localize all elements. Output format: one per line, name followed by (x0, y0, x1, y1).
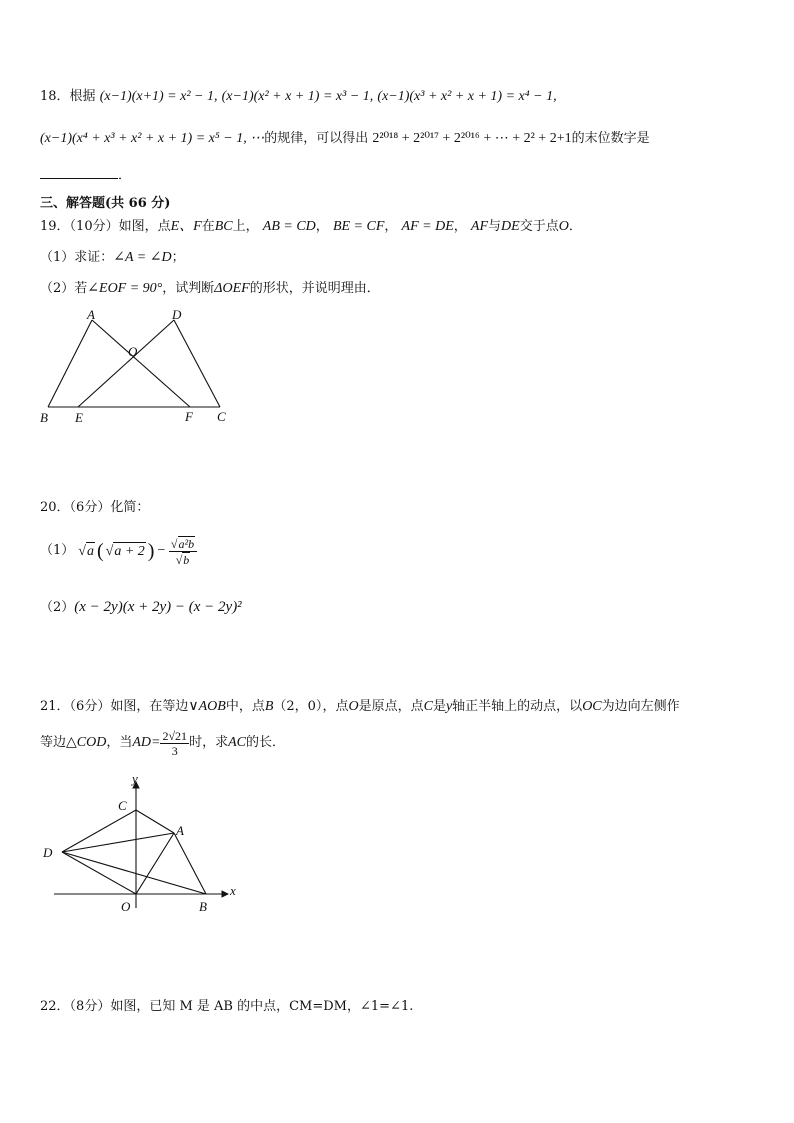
q21-tri2: △COD (66, 735, 107, 750)
q19-cond1: AB = CD (262, 219, 316, 234)
q21-tri1: ∨AOB (188, 699, 226, 714)
q18-eq4: (x−1)(x⁴ + x³ + x² + x + 1) = x⁵ − 1, ⋯ (40, 131, 265, 146)
q19-o: O (558, 219, 569, 234)
q21-fraction (160, 729, 189, 758)
q21-t11: 的长． (245, 735, 285, 750)
q19-sub1-math: ∠A = ∠D (113, 250, 172, 265)
q21-seg-ab (174, 833, 206, 894)
q19-sub2-mid: ，试判断 (162, 281, 215, 296)
q19-de: DE (501, 219, 520, 234)
q19-text-c: 上， (232, 219, 259, 234)
q19-sub2-triangle: ΔOEF (214, 281, 250, 296)
q19-seg-ab (48, 320, 92, 407)
q21-oc: OC (582, 699, 602, 714)
q21-t2: 中，点 (225, 699, 265, 714)
q21-number: 21． (40, 699, 70, 714)
q21-frac-num: 2√21 (162, 728, 188, 743)
q20-sub2-math: (x − 2y)(x + 2y) − (x − 2y)² (74, 599, 242, 615)
q20-sub2-label: （2） (40, 600, 75, 615)
q19-sub1-label: （1）求证： (40, 250, 114, 265)
q21-seg-ao (136, 833, 174, 894)
q18-number: 18． (40, 89, 70, 104)
q21-seg-ca (136, 810, 174, 833)
q21-score: （6分） (69, 699, 111, 714)
q19-label-e: E (75, 410, 83, 425)
q19-stem (40, 218, 582, 236)
q18-end: ． (118, 168, 132, 183)
q19-label-d: D (172, 307, 182, 322)
q22-score: （8分） (69, 999, 111, 1014)
q21-b: B (264, 699, 274, 714)
q18-sum: 2²⁰¹⁸ + 2²⁰¹⁷ + 2²⁰¹⁶ + ⋯ + 2² + 2+1 (372, 131, 572, 146)
q19-end: ． (568, 219, 582, 234)
q18-answer-blank[interactable] (40, 166, 118, 179)
q22-text: 如图，已知 M 是 AB 的中点，CM=DM，∠1=∠1. (110, 999, 414, 1014)
q21-ac: AC (228, 735, 246, 750)
q19-label-b: B (40, 410, 48, 425)
q20-sub1-sqrt-a: a (86, 543, 94, 559)
q20-sub1-num: a²b (178, 536, 195, 551)
q19-text-g: 交于点 (519, 219, 559, 234)
q19-cond2: BE = CF (332, 219, 385, 234)
q22-stem (40, 998, 413, 1016)
q19-seg-af (92, 320, 190, 407)
q21-label-c: C (118, 798, 127, 813)
q21-label-a: A (176, 823, 184, 838)
q19-label-c: C (217, 409, 226, 424)
q21-t10: 时，求 (189, 735, 229, 750)
q20-text: 化简： (110, 500, 150, 515)
q21-o: O (348, 699, 359, 714)
q18-tail: 的末位数字是 (571, 131, 650, 146)
q18-lead: 根据 (69, 89, 96, 104)
q21-label-x: x (230, 883, 236, 898)
q20-sub1: （1） √a ( √a + 2 ) − $\frac{\text{√a²b}}{√b}$ (40, 531, 197, 571)
q18-line2 (40, 130, 650, 148)
q21-t3: ，点 (322, 699, 349, 714)
q19-sub1 (40, 249, 185, 267)
q21-figure (30, 768, 260, 918)
q19-label-o: O (128, 344, 138, 359)
q21-ad: AD= (132, 735, 161, 750)
q21-y: y (445, 699, 453, 714)
q21-t5: 是 (432, 699, 446, 714)
q21-frac-den: 3 (171, 743, 178, 758)
q21-coords: （2，0） (273, 699, 323, 714)
q20-stem (40, 499, 149, 517)
q21-label-y: y (132, 771, 138, 786)
q19-sep1: ， (315, 219, 329, 234)
q21-label-o: O (121, 899, 131, 914)
q19-seg-de (78, 320, 174, 407)
q21-t6: 轴正半轴上的动点，以 (452, 699, 583, 714)
q19-sub2-math: ∠EOF = 90° (87, 281, 163, 296)
q21-seg-do (62, 852, 136, 894)
q19-sep2: ， (384, 219, 398, 234)
q18-line1 (40, 88, 557, 106)
q19-score: （10分） (69, 219, 119, 234)
q21-label-d: D (43, 845, 53, 860)
q21-t4: 是原点，点 (358, 699, 424, 714)
q21-c: C (423, 699, 433, 714)
q18-middle: 的规律，可以得出 (264, 131, 369, 146)
q19-label-a: A (87, 307, 95, 322)
q19-label-f: F (185, 409, 193, 424)
q20-score: （6分） (69, 500, 111, 515)
q18-line3 (40, 166, 131, 185)
q18-eq3: (x−1)(x³ + x² + x + 1) = x⁴ − 1, (377, 89, 557, 104)
q19-sep3: ， (453, 219, 467, 234)
q21-t7: 为边向左侧作 (601, 699, 680, 714)
q19-sub2-label: （2）若 (40, 281, 88, 296)
q22-number: 22． (40, 999, 70, 1014)
q19-bc: BC (214, 219, 233, 234)
q19-number: 19． (40, 219, 70, 234)
q21-line2 (40, 726, 285, 760)
q19-text-a: 如图，点 (118, 219, 171, 234)
q20-sub1-fraction: $\frac{\text{√a²b}}{√b}$ (169, 536, 197, 567)
q20-number: 20． (40, 500, 70, 515)
q21-t8: 等边 (40, 735, 67, 750)
q19-text-e: 与 (488, 219, 502, 234)
section3-heading: 三、解答题(共 66 分) (40, 196, 171, 211)
q20-sub1-label: （1） (40, 543, 75, 558)
q19-sub2-end: 的形状，并说明理由． (249, 281, 380, 296)
q20-sub1-den: b (183, 552, 190, 567)
q19-sub2 (40, 280, 380, 298)
q18-eq2: (x−1)(x² + x + 1) = x³ − 1, (221, 89, 374, 104)
q19-cond3: AF = DE (401, 219, 454, 234)
q19-pts-ef: E、F (170, 219, 202, 234)
q21-t1: 如图，在等边 (110, 699, 189, 714)
q21-line1 (40, 698, 680, 716)
q19-text-b: 在 (201, 219, 215, 234)
q19-seg-dc (174, 320, 220, 407)
q19-figure (30, 300, 250, 430)
q21-t9: ，当 (106, 735, 133, 750)
q21-label-b: B (199, 899, 207, 914)
q19-sub1-end: ； (171, 250, 185, 265)
q19-af: AF (470, 219, 489, 234)
q20-sub1-paren: a + 2 (114, 543, 145, 559)
q21-seg-db (62, 852, 206, 894)
q18-eq1: (x−1)(x+1) = x² − 1, (99, 89, 218, 104)
q20-sub1-minus: − (156, 543, 166, 558)
q20-sub2 (40, 598, 242, 617)
